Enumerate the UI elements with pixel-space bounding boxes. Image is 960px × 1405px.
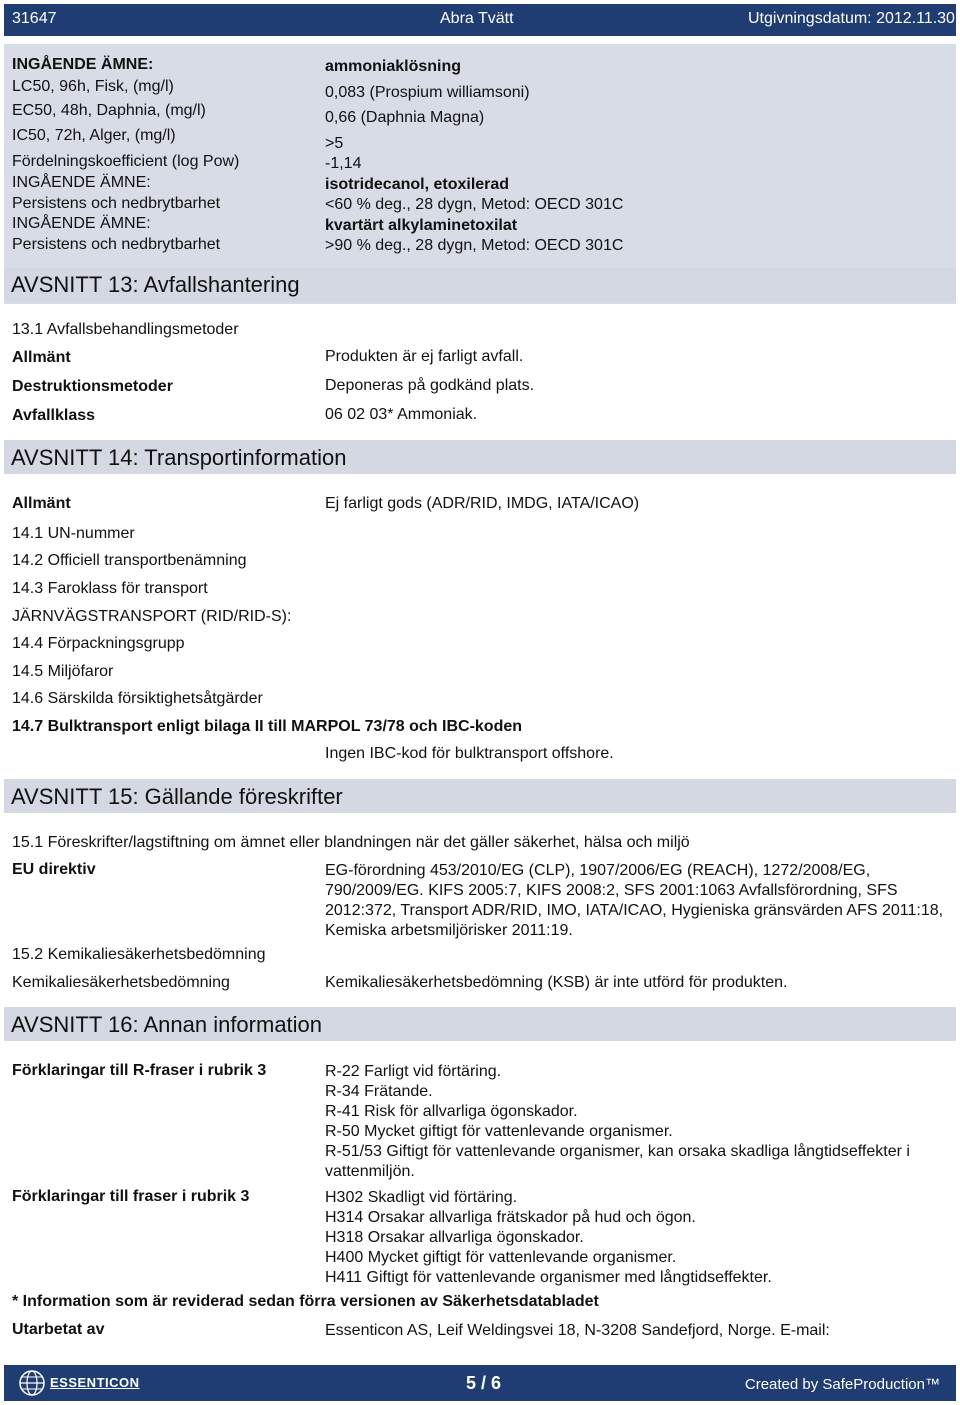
csa-value: Kemikaliesäkerhetsbedömning (KSB) är inte utförd för produkten. <box>325 974 788 991</box>
eu-directive-line: 790/2009/EG. KIFS 2005:7, KIFS 2008:2, SFS 2001:1063 Avfallsförordning, SFS <box>325 882 898 899</box>
r-phrase: vattenmiljön. <box>325 1163 415 1180</box>
section-16-title: AVSNITT 16: Annan information <box>11 1012 323 1037</box>
h-phrase: H400 Mycket giftigt för vattenlevande organismer. <box>325 1249 677 1266</box>
un-number-label: 14.1 UN-nummer <box>12 525 135 542</box>
logpow-value: -1,14 <box>325 155 362 172</box>
product-name: Abra Tvätt <box>440 10 514 27</box>
bulk-transport-label: 14.7 Bulktransport enligt bilaga II till MARPOL 73/78 och IBC-koden <box>12 718 523 735</box>
ingredient-name: ammoniaklösning <box>325 58 462 75</box>
special-precautions-label: 14.6 Särskilda försiktighetsåtgärder <box>12 690 263 707</box>
lc50-label: LC50, 96h, Fisk, (mg/l) <box>12 78 174 95</box>
r-phrase: R-50 Mycket giftigt för vattenlevande organismer. <box>325 1123 673 1140</box>
h-phrases-label: Förklaringar till fraser i rubrik 3 <box>12 1188 250 1205</box>
persistence-value: >90 % deg., 28 dygn, Metod: OECD 301C <box>325 237 624 254</box>
revision-note: * Information som är reviderad sedan förra versionen av Säkerhetsdatabladet <box>12 1293 599 1310</box>
lc50-value: 0,083 (Prospium williamsoni) <box>325 84 530 101</box>
header-bar <box>4 4 956 36</box>
waste-class-value: 06 02 03* Ammoniak. <box>325 406 478 423</box>
destruction-label: Destruktionsmetoder <box>12 378 173 395</box>
ingredient-label: INGÅENDE ÄMNE: <box>12 174 151 191</box>
section-13-title: AVSNITT 13: Avfallshantering <box>11 272 300 297</box>
page-number: 5 / 6 <box>466 1373 502 1393</box>
ec50-value: 0,66 (Daphnia Magna) <box>325 109 485 126</box>
ec50-label: EC50, 48h, Daphnia, (mg/l) <box>12 102 206 119</box>
hazard-class-label: 14.3 Faroklass för transport <box>12 580 208 597</box>
eu-directive-line: 2012:372, Transport ADR/RID, IMO, IATA/ICAO, Hygieniska gränsvärden AFS 2011:18, <box>325 902 944 919</box>
general-value: Ej farligt gods (ADR/RID, IMDG, IATA/ICAO) <box>325 495 640 512</box>
h-phrase: H314 Orsakar allvarliga frätskador på hud och ögon. <box>325 1209 696 1226</box>
section-14-title: AVSNITT 14: Transportinformation <box>11 445 347 470</box>
ingredient-name: kvartärt alkylaminetoxilat <box>325 217 518 234</box>
eu-directive-line: Kemiska arbetsmiljörisker 2011:19. <box>325 922 573 939</box>
r-phrase: R-51/53 Giftigt för vattenlevande organismer, kan orsaka skadliga långtidseffekter i <box>325 1143 910 1160</box>
r-phrases-label: Förklaringar till R-fraser i rubrik 3 <box>12 1062 267 1079</box>
logpow-label: Fördelningskoefficient (log Pow) <box>12 153 240 170</box>
persistence-label: Persistens och nedbrytbarhet <box>12 195 221 212</box>
csa-label: Kemikaliesäkerhetsbedömning <box>12 974 230 991</box>
prepared-by-value: Essenticon AS, Leif Weldingsvei 18, N-3208 Sandefjord, Norge. E-mail: <box>325 1322 830 1339</box>
ic50-value: >5 <box>325 135 344 152</box>
section-15-title: AVSNITT 15: Gällande föreskrifter <box>11 784 343 809</box>
logo-text: ESSENTICON <box>50 1375 140 1390</box>
general-label: Allmänt <box>12 349 71 366</box>
persistence-label: Persistens och nedbrytbarhet <box>12 236 221 253</box>
section-13-1-heading: 13.1 Avfallsbehandlingsmetoder <box>12 321 239 338</box>
created-by: Created by SafeProduction™ <box>744 1376 940 1393</box>
environmental-hazards-label: 14.5 Miljöfaror <box>12 663 114 680</box>
ingredient-label: INGÅENDE ÄMNE: <box>12 56 154 73</box>
bulk-transport-value: Ingen IBC-kod för bulktransport offshore. <box>325 745 614 762</box>
section-15-2-heading: 15.2 Kemikaliesäkerhetsbedömning <box>12 946 266 963</box>
shipping-name-label: 14.2 Officiell transportbenämning <box>12 552 247 569</box>
r-phrase: R-22 Farligt vid förtäring. <box>325 1063 502 1080</box>
prepared-by-label: Utarbetat av <box>12 1321 105 1338</box>
eu-directive-line: EG-förordning 453/2010/EG (CLP), 1907/2006/EG (REACH), 1272/2008/EG, <box>325 862 871 879</box>
destruction-value: Deponeras på godkänd plats. <box>325 377 535 394</box>
ingredient-label: INGÅENDE ÄMNE: <box>12 215 151 232</box>
globe-logo-icon <box>18 1369 46 1397</box>
persistence-value: <60 % deg., 28 dygn, Metod: OECD 301C <box>325 196 624 213</box>
h-phrase: H302 Skadligt vid förtäring. <box>325 1189 518 1206</box>
general-value: Produkten är ej farligt avfall. <box>325 348 524 365</box>
r-phrase: R-34 Frätande. <box>325 1083 433 1100</box>
document-id: 31647 <box>12 10 57 27</box>
ic50-label: IC50, 72h, Alger, (mg/l) <box>12 127 176 144</box>
ingredient-name: isotridecanol, etoxilerad <box>325 176 510 193</box>
waste-class-label: Avfallklass <box>12 407 96 424</box>
h-phrase: H411 Giftigt för vattenlevande organismer med långtidseffekter. <box>325 1269 772 1286</box>
h-phrase: H318 Orsakar allvarliga ögonskador. <box>325 1229 584 1246</box>
footer-bar <box>4 1365 956 1401</box>
general-label: Allmänt <box>12 495 71 512</box>
section-15-1-heading: 15.1 Föreskrifter/lagstiftning om ämnet eller blandningen när det gäller säkerhet, hälsa och miljö <box>12 834 690 851</box>
eu-directive-label: EU direktiv <box>12 861 96 878</box>
r-phrase: R-41 Risk för allvarliga ögonskador. <box>325 1103 578 1120</box>
rail-transport-label: JÄRNVÄGSTRANSPORT (RID/RID-S): <box>12 608 292 625</box>
issue-date: Utgivningsdatum: 2012.11.30 <box>748 10 955 27</box>
packing-group-label: 14.4 Förpackningsgrupp <box>12 635 185 652</box>
